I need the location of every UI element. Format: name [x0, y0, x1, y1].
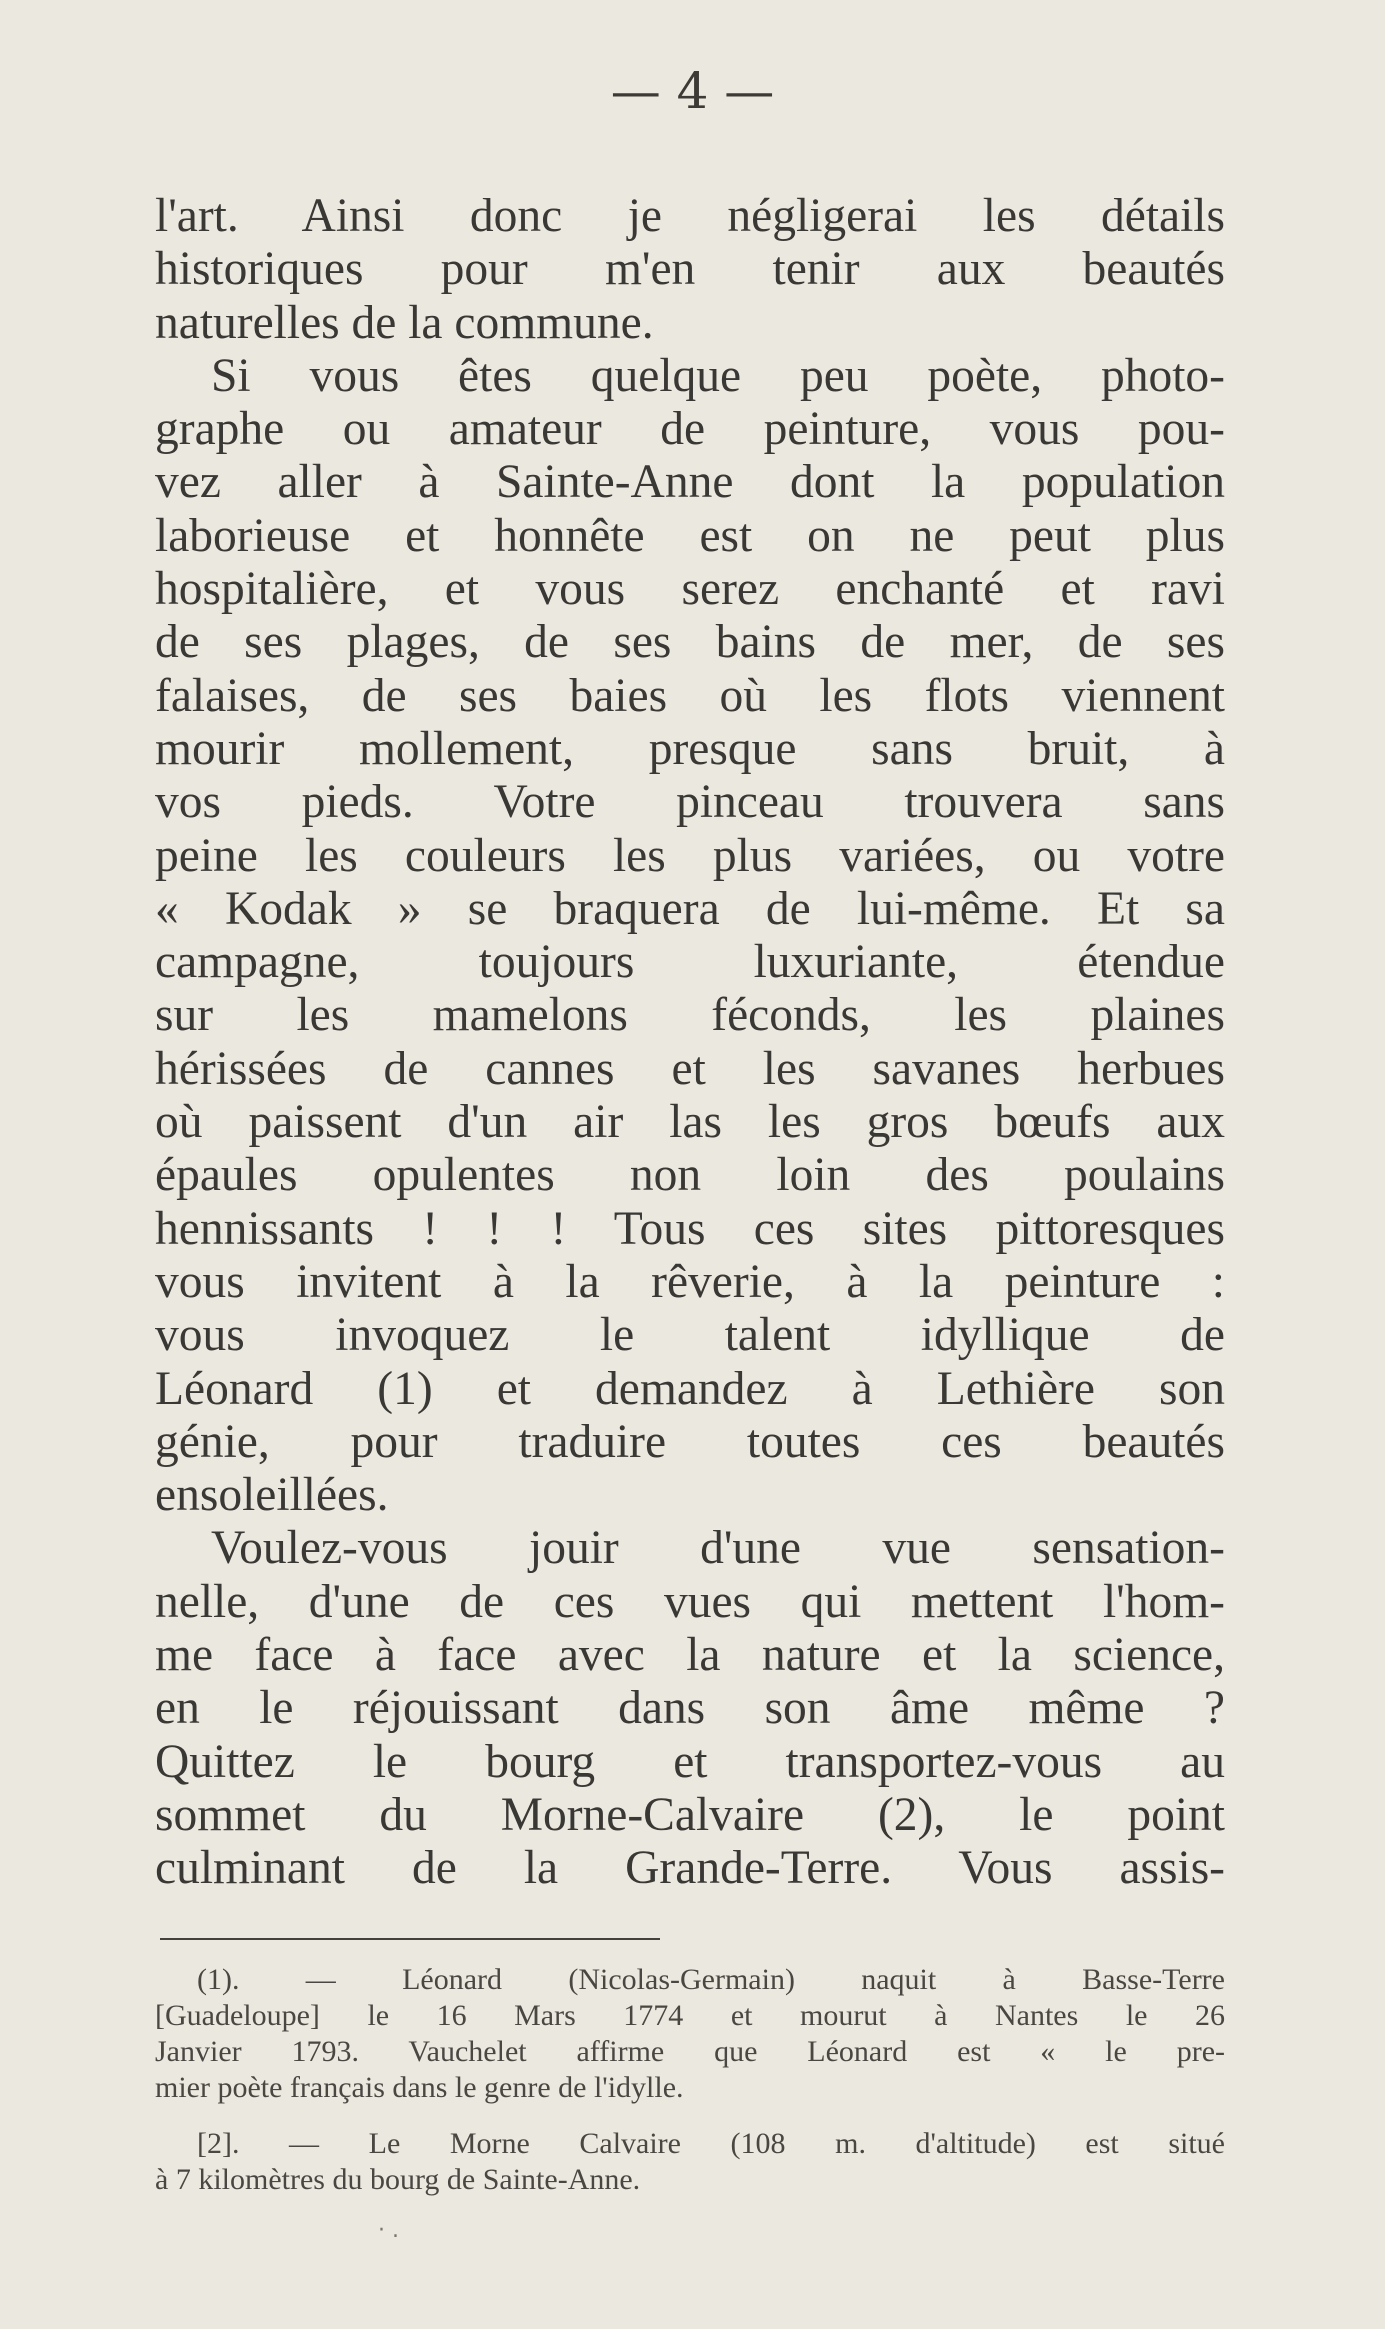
text-line: hospitalière, et vous serez enchanté et ravi	[155, 563, 1225, 616]
text-line: Voulez-vous jouir d'une vue sensation-	[211, 1522, 1225, 1575]
footnote-line: mier poète français dans le genre de l'idylle.	[155, 2071, 684, 2104]
text-line: Léonard (1) et demandez à Lethière son	[155, 1362, 1225, 1415]
text-line: « Kodak » se braquera de lui-même. Et sa	[155, 882, 1225, 935]
text-line: de ses plages, de ses bains de mer, de ses	[155, 616, 1225, 669]
text-line: hérissées de cannes et les savanes herbues	[155, 1042, 1225, 1095]
text-line: graphe ou amateur de peinture, vous pou-	[155, 403, 1225, 456]
print-specks: · .	[378, 2218, 399, 2243]
text-line: ensoleillées.	[155, 1469, 389, 1522]
text-line: sur les mamelons féconds, les plaines	[155, 989, 1225, 1042]
page-number: — 4 —	[610, 62, 775, 120]
text-line: en le réjouissant dans son âme même ?	[155, 1682, 1225, 1735]
text-line: culminant de la Grande-Terre. Vous assis-	[155, 1842, 1225, 1895]
text-line: mourir mollement, presque sans bruit, à	[155, 722, 1225, 775]
footnote-line: Janvier 1793. Vauchelet affirme que Léonard est « le pre-	[155, 2035, 1225, 2068]
text-line: vez aller à Sainte-Anne dont la population	[155, 456, 1225, 509]
text-line: Si vous êtes quelque peu poète, photo-	[211, 349, 1225, 402]
text-line: falaises, de ses baies où les flots viennent	[155, 669, 1225, 722]
text-line: sommet du Morne-Calvaire (2), le point	[155, 1788, 1225, 1841]
footnote-line: à 7 kilomètres du bourg de Sainte-Anne.	[155, 2163, 641, 2196]
text-line: Quittez le bourg et transportez-vous au	[155, 1735, 1225, 1788]
text-line: hennissants ! ! ! Tous ces sites pittoresques	[155, 1202, 1225, 1255]
text-line: où paissent d'un air las les gros bœufs aux	[155, 1096, 1225, 1149]
text-line: épaules opulentes non loin des poulains	[155, 1149, 1225, 1202]
body-text	[155, 190, 1225, 1896]
footnote-divider	[160, 1938, 660, 1940]
text-line: naturelles de la commune.	[155, 296, 654, 349]
text-line: vos pieds. Votre pinceau trouvera sans	[155, 776, 1225, 829]
text-line: me face à face avec la nature et la science,	[155, 1629, 1225, 1682]
text-line: campagne, toujours luxuriante, étendue	[155, 936, 1225, 989]
text-line: l'art. Ainsi donc je négligerai les détails	[155, 190, 1225, 242]
footnote-line: (1). — Léonard (Nicolas-Germain) naquit à Basse-Terre	[197, 1963, 1225, 1996]
text-line: vous invitent à la rêverie, à la peinture :	[155, 1255, 1225, 1308]
text-line: peine les couleurs les plus variées, ou votre	[155, 829, 1225, 882]
text-line: historiques pour m'en tenir aux beautés	[155, 243, 1225, 296]
footnote-line: [Guadeloupe] le 16 Mars 1774 et mourut à Nantes le 26	[155, 1999, 1225, 2032]
text-line: génie, pour traduire toutes ces beautés	[155, 1415, 1225, 1468]
text-line: vous invoquez le talent idyllique de	[155, 1309, 1225, 1362]
text-line: laborieuse et honnête est on ne peut plus	[155, 509, 1225, 562]
footnotes	[155, 1962, 1225, 2198]
text-line: nelle, d'une de ces vues qui mettent l'hom-	[155, 1575, 1225, 1628]
footnote-line: [2]. — Le Morne Calvaire (108 m. d'altitude) est situé	[197, 2127, 1225, 2160]
